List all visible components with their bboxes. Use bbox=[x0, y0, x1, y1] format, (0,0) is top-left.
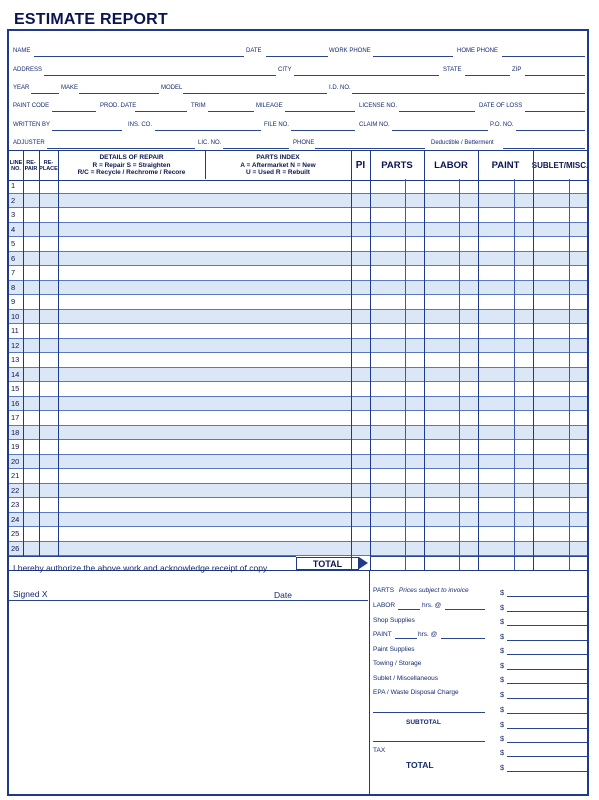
table-row[interactable] bbox=[9, 237, 587, 252]
lic-no-label: LIC. NO. bbox=[198, 140, 222, 146]
lic-no-field[interactable] bbox=[223, 148, 289, 149]
amount-field[interactable] bbox=[507, 640, 587, 641]
index-legend-2: U = Used R = Rebuilt bbox=[246, 169, 310, 177]
table-row[interactable] bbox=[9, 440, 587, 455]
summary-total: TOTAL bbox=[406, 760, 434, 770]
labor-hrs-label: hrs. @ bbox=[422, 602, 442, 609]
labor-hours-field[interactable] bbox=[398, 609, 420, 610]
dollar-sign: $ bbox=[500, 690, 505, 699]
phone-field[interactable] bbox=[315, 148, 425, 149]
dollar-sign: $ bbox=[500, 661, 505, 670]
id-no-field[interactable] bbox=[352, 93, 585, 94]
line-number: 8 bbox=[11, 282, 16, 292]
line-number: 14 bbox=[11, 369, 20, 379]
line-number: 25 bbox=[11, 529, 20, 538]
line-number: 6 bbox=[11, 253, 16, 263]
summary-shop-supplies: Shop Supplies bbox=[373, 617, 415, 624]
table-row[interactable] bbox=[9, 382, 587, 397]
prod-date-field[interactable] bbox=[135, 111, 187, 112]
line-number: 22 bbox=[11, 485, 20, 495]
dollar-sign: $ bbox=[500, 617, 505, 626]
line-number: 12 bbox=[11, 340, 20, 350]
table-row[interactable] bbox=[9, 223, 587, 238]
line-number: 21 bbox=[11, 471, 20, 480]
table-row[interactable] bbox=[9, 252, 587, 267]
summary-blank-line[interactable] bbox=[373, 712, 485, 713]
name-label: NAME bbox=[13, 48, 31, 54]
amount-field[interactable] bbox=[507, 611, 587, 612]
adjuster-label: ADJUSTER bbox=[13, 140, 45, 146]
dollar-sign: $ bbox=[500, 632, 505, 641]
zip-label: ZIP bbox=[512, 67, 522, 73]
summary-parts-note: Prices subject to invoice bbox=[398, 587, 469, 594]
header-row-name bbox=[9, 48, 587, 66]
trim-field[interactable] bbox=[208, 111, 254, 112]
table-row[interactable] bbox=[9, 368, 587, 383]
report-title: ESTIMATE REPORT bbox=[14, 11, 168, 28]
col-divider bbox=[58, 150, 59, 556]
summary-paint-label: PAINT bbox=[373, 631, 392, 638]
paint-code-label: PAINT CODE bbox=[13, 103, 50, 109]
col-details bbox=[58, 151, 205, 180]
table-row[interactable] bbox=[9, 194, 587, 209]
dollar-sign: $ bbox=[500, 603, 505, 612]
col-divider bbox=[23, 150, 24, 556]
details-legend-1: R = Repair S = Straighten bbox=[92, 161, 171, 169]
col-line-no: LINE NO. bbox=[9, 159, 23, 172]
col-divider bbox=[39, 150, 40, 556]
phone-label: PHONE bbox=[293, 140, 315, 146]
name-field[interactable] bbox=[34, 56, 244, 57]
col-divider bbox=[478, 150, 479, 570]
table-bottom-line bbox=[9, 556, 296, 557]
paint-rate-field[interactable] bbox=[441, 638, 485, 639]
table-row[interactable] bbox=[9, 498, 587, 513]
summary-parts bbox=[373, 587, 469, 594]
state-label: STATE bbox=[443, 67, 462, 73]
amount-field[interactable] bbox=[507, 596, 587, 597]
license-no-label: LICENSE NO. bbox=[359, 103, 398, 109]
table-row[interactable] bbox=[9, 397, 587, 412]
cents-divider bbox=[514, 179, 515, 570]
amount-field[interactable] bbox=[507, 756, 587, 757]
home-phone-label: HOME PHONE bbox=[457, 48, 499, 54]
line-number: 23 bbox=[11, 500, 20, 509]
table-row[interactable] bbox=[9, 455, 587, 470]
col-pi: PI bbox=[355, 160, 366, 171]
mileage-field[interactable] bbox=[285, 111, 355, 112]
address-field[interactable] bbox=[44, 75, 276, 76]
line-number: 19 bbox=[11, 442, 20, 451]
details-legend-2: R/C = Recycle / Rechrome / Recore bbox=[77, 169, 186, 177]
col-replace: RE- PLACE bbox=[39, 159, 58, 172]
total-box: TOTAL bbox=[296, 557, 359, 570]
line-number: 18 bbox=[11, 427, 20, 437]
col-divider bbox=[424, 150, 425, 570]
summary-labor-label: LABOR bbox=[373, 602, 396, 609]
amount-field[interactable] bbox=[507, 698, 587, 699]
col-sublet: SUBLET/MISC. bbox=[531, 161, 589, 170]
details-title: DETAILS OF REPAIR bbox=[99, 154, 164, 162]
cents-divider bbox=[459, 179, 460, 570]
deductible-field[interactable] bbox=[503, 148, 585, 149]
table-row[interactable] bbox=[9, 266, 587, 281]
header-row-address bbox=[9, 67, 587, 85]
model-label: MODEL bbox=[161, 85, 183, 91]
line-number: 3 bbox=[11, 210, 16, 219]
date-label: DATE bbox=[246, 48, 262, 54]
signature-line[interactable] bbox=[9, 600, 368, 601]
home-phone-field[interactable] bbox=[502, 56, 585, 57]
date-of-loss-field[interactable] bbox=[525, 111, 585, 112]
col-divider bbox=[351, 150, 352, 570]
table-row[interactable] bbox=[9, 179, 587, 194]
summary-paint bbox=[373, 631, 392, 638]
summary-blank-line[interactable] bbox=[373, 741, 485, 742]
year-label: YEAR bbox=[13, 85, 30, 91]
summary-labor bbox=[373, 602, 395, 609]
paint-hrs-label: hrs. @ bbox=[418, 631, 438, 638]
amount-field[interactable] bbox=[507, 625, 587, 626]
mileage-label: MILEAGE bbox=[256, 103, 283, 109]
work-phone-label: WORK PHONE bbox=[329, 48, 371, 54]
col-paint: PAINT bbox=[491, 160, 520, 171]
total-arrow-icon bbox=[359, 557, 368, 569]
po-no-field[interactable] bbox=[516, 130, 585, 131]
table-row[interactable] bbox=[9, 411, 587, 426]
summary-tax: TAX bbox=[373, 747, 386, 754]
index-title: PARTS INDEX bbox=[256, 154, 300, 162]
line-number: 20 bbox=[11, 456, 20, 466]
col-parts-index bbox=[205, 151, 351, 180]
summary-subtotal: SUBTOTAL bbox=[406, 719, 441, 726]
license-no-field[interactable] bbox=[399, 111, 475, 112]
table-row[interactable] bbox=[9, 469, 587, 484]
col-parts: PARTS bbox=[381, 160, 413, 171]
summary-epa: EPA / Waste Disposal Charge bbox=[373, 689, 459, 696]
table-row[interactable] bbox=[9, 208, 587, 223]
table-header bbox=[9, 150, 587, 181]
line-number: 2 bbox=[11, 195, 16, 205]
cents-divider bbox=[405, 179, 406, 570]
make-label: MAKE bbox=[61, 85, 79, 91]
claim-no-label: CLAIM NO. bbox=[359, 122, 390, 128]
summary-parts-label: PARTS bbox=[373, 587, 395, 594]
date-label-bottom: Date bbox=[274, 590, 292, 600]
address-label: ADDRESS bbox=[13, 67, 43, 73]
adjuster-field[interactable] bbox=[47, 148, 195, 149]
cents-divider bbox=[569, 179, 570, 570]
header-row-written bbox=[9, 122, 587, 140]
line-number: 15 bbox=[11, 384, 20, 393]
make-field[interactable] bbox=[79, 93, 159, 94]
header-row-vehicle bbox=[9, 85, 587, 103]
table-row[interactable] bbox=[9, 353, 587, 368]
summary-towing: Towing / Storage bbox=[373, 660, 422, 667]
line-number: 7 bbox=[11, 268, 16, 277]
line-number: 17 bbox=[11, 413, 20, 422]
dollar-sign: $ bbox=[500, 734, 505, 743]
summary-paint-supplies: Paint Supplies bbox=[373, 646, 415, 653]
line-number: 24 bbox=[11, 514, 20, 524]
table-row[interactable] bbox=[9, 339, 587, 354]
state-field[interactable] bbox=[465, 75, 510, 76]
year-field[interactable] bbox=[31, 93, 59, 94]
paint-hours-field[interactable] bbox=[395, 638, 417, 639]
model-field[interactable] bbox=[183, 93, 327, 94]
table-row[interactable] bbox=[9, 527, 587, 542]
table-row[interactable] bbox=[9, 426, 587, 441]
amount-field[interactable] bbox=[507, 713, 587, 714]
line-number: 13 bbox=[11, 355, 20, 364]
labor-rate-field[interactable] bbox=[445, 609, 485, 610]
claim-no-field[interactable] bbox=[392, 130, 488, 131]
work-phone-field[interactable] bbox=[373, 56, 453, 57]
amount-field[interactable] bbox=[507, 771, 587, 772]
zip-field[interactable] bbox=[525, 75, 585, 76]
col-labor: LABOR bbox=[434, 160, 468, 171]
dollar-sign: $ bbox=[500, 748, 505, 757]
dollar-sign: $ bbox=[500, 675, 505, 684]
col-repair: RE- PAIR bbox=[24, 159, 38, 172]
dollar-sign: $ bbox=[500, 720, 505, 729]
table-row[interactable] bbox=[9, 281, 587, 296]
header-row-paint bbox=[9, 103, 587, 121]
amount-field[interactable] bbox=[507, 654, 587, 655]
amount-field[interactable] bbox=[507, 742, 587, 743]
dollar-sign: $ bbox=[500, 763, 505, 772]
date-field[interactable] bbox=[266, 56, 328, 57]
amount-field[interactable] bbox=[507, 669, 587, 670]
amount-field[interactable] bbox=[507, 728, 587, 729]
line-number: 1 bbox=[11, 181, 16, 190]
trim-label: TRIM bbox=[191, 103, 206, 109]
ins-co-label: INS. CO. bbox=[128, 122, 153, 128]
dollar-sign: $ bbox=[500, 588, 505, 597]
line-number: 10 bbox=[11, 311, 20, 321]
written-by-field[interactable] bbox=[52, 130, 122, 131]
paint-code-field[interactable] bbox=[52, 111, 96, 112]
written-by-label: WRITTEN BY bbox=[13, 122, 50, 128]
deductible-label: Deductible / Betterment bbox=[431, 140, 494, 146]
file-no-field[interactable] bbox=[291, 130, 355, 131]
table-row[interactable] bbox=[9, 310, 587, 325]
authorization-text: I hereby authorize the above work and acknowledge receipt of copy. bbox=[13, 563, 269, 573]
col-divider bbox=[205, 150, 206, 179]
prod-date-label: PROD. DATE bbox=[100, 103, 137, 109]
total-row-top-line bbox=[370, 556, 587, 557]
line-number: 26 bbox=[11, 543, 20, 553]
line-number: 5 bbox=[11, 239, 16, 248]
dollar-sign: $ bbox=[500, 705, 505, 714]
id-no-label: I.D. NO. bbox=[329, 85, 351, 91]
file-no-label: FILE NO. bbox=[264, 122, 290, 128]
table-row[interactable] bbox=[9, 295, 587, 310]
line-number: 16 bbox=[11, 398, 20, 408]
amount-field[interactable] bbox=[507, 683, 587, 684]
col-divider bbox=[533, 150, 534, 570]
table-row[interactable] bbox=[9, 484, 587, 499]
ins-co-field[interactable] bbox=[155, 130, 261, 131]
po-no-label: P.O. NO. bbox=[490, 122, 514, 128]
table-row[interactable] bbox=[9, 542, 587, 557]
summary-sublet: Sublet / Miscellaneous bbox=[373, 675, 439, 682]
table-row[interactable] bbox=[9, 513, 587, 528]
col-divider bbox=[370, 150, 371, 570]
signed-label: Signed X bbox=[13, 589, 48, 599]
index-legend-1: A = Aftermarket N = New bbox=[240, 161, 316, 169]
dollar-sign: $ bbox=[500, 646, 505, 655]
line-number: 11 bbox=[11, 326, 19, 335]
line-number: 9 bbox=[11, 297, 16, 306]
city-label: CITY bbox=[278, 67, 292, 73]
date-of-loss-label: DATE OF LOSS bbox=[479, 103, 523, 109]
table-row[interactable] bbox=[9, 324, 587, 339]
city-field[interactable] bbox=[294, 75, 439, 76]
line-number: 4 bbox=[11, 224, 16, 234]
